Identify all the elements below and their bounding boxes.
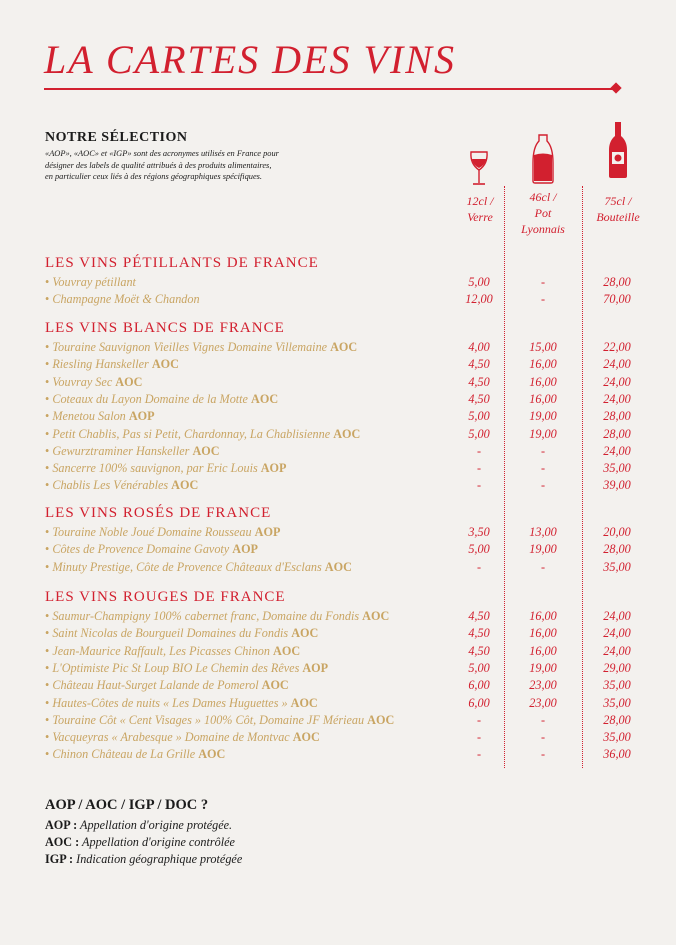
definition-text: Appellation d'origine protégée. xyxy=(80,818,233,832)
wine-name xyxy=(45,746,225,763)
wine-label: AOC xyxy=(291,626,319,641)
column-header-line: Pot xyxy=(534,206,552,220)
wine-row xyxy=(45,426,645,443)
price-glass: 12,00 xyxy=(465,292,493,307)
price-pot: - xyxy=(540,461,546,476)
price-bottle: 39,00 xyxy=(603,478,631,493)
price-pot: - xyxy=(540,275,546,289)
wine-row xyxy=(45,291,645,308)
bullet-icon: • xyxy=(45,443,50,458)
wine-row xyxy=(45,374,645,391)
price-glass: 4,50 xyxy=(468,609,490,623)
footer-definition xyxy=(45,818,232,833)
wine-name xyxy=(45,643,300,660)
price-bottle: 28,00 xyxy=(603,275,631,289)
wine-label: AOC xyxy=(330,340,358,354)
wine-name xyxy=(45,559,352,576)
wine-name-text: Gewurztraminer Hanskeller xyxy=(52,443,190,458)
column-header-bottle xyxy=(578,193,658,225)
wine-name-text: Vouvray Sec xyxy=(52,374,113,389)
selection-description-line: en particulier ceux liés à des régions géographiques spécifiques. xyxy=(45,172,263,181)
wine-name xyxy=(45,729,320,746)
bullet-icon: • xyxy=(45,559,50,574)
price-pot: 16,00 xyxy=(529,626,557,641)
definition-text: Indication géographique protégée xyxy=(76,852,243,866)
column-header-line: Lyonnais xyxy=(521,222,565,236)
wine-label: AOC xyxy=(292,730,320,745)
column-header-pot xyxy=(503,189,583,237)
wine-name-text: Riesling Hanskeller xyxy=(52,357,149,372)
wine-label: AOP xyxy=(260,461,287,476)
wine-name-text: Coteaux du Layon Domaine de la Motte xyxy=(52,391,248,406)
bullet-icon: • xyxy=(45,730,50,745)
wine-name-text: Vouvray pétillant xyxy=(52,275,136,289)
price-glass: - xyxy=(476,747,482,762)
price-pot: 19,00 xyxy=(529,660,557,675)
wine-name xyxy=(45,356,179,373)
bullet-icon: • xyxy=(45,426,50,441)
wine-row xyxy=(45,695,645,712)
wine-name xyxy=(45,608,389,625)
price-glass: - xyxy=(476,559,482,574)
price-glass: - xyxy=(476,443,482,458)
wine-name xyxy=(45,477,198,494)
section-title: LES VINS ROUGES DE FRANCE xyxy=(45,589,286,605)
wine-name xyxy=(45,695,318,712)
bullet-icon: • xyxy=(45,461,50,476)
price-pot: 16,00 xyxy=(529,609,557,623)
wine-name-text: Côtes de Provence Domaine Gavoty xyxy=(52,542,230,557)
wine-name-text: Champagne Moët & Chandon xyxy=(52,292,200,307)
column-header-line: Verre xyxy=(467,210,493,224)
price-glass: 5,00 xyxy=(468,660,490,675)
bullet-icon: • xyxy=(45,747,50,762)
wine-name xyxy=(45,291,200,308)
bullet-icon: • xyxy=(45,542,50,557)
footer-title: AOP / AOC / IGP / DOC ? xyxy=(45,797,209,813)
wine-row xyxy=(45,677,645,694)
diamond-ornament-icon xyxy=(610,82,621,93)
wine-row xyxy=(45,608,645,625)
wine-label: AOP xyxy=(232,542,258,557)
price-bottle: 24,00 xyxy=(603,357,631,372)
price-pot: 19,00 xyxy=(529,542,557,557)
bullet-icon: • xyxy=(45,678,50,693)
column-header-line: 46cl / xyxy=(529,190,557,204)
price-bottle: 24,00 xyxy=(603,643,631,658)
wine-name-text: Minuty Prestige, Côte de Provence Châteaux d'Esclans xyxy=(52,559,322,574)
wine-name-text: Touraine Côt « Cent Visages » 100% Côt, Domaine JF Mérieau xyxy=(52,712,365,727)
selection-description-line: désigner des labels de qualité attribués à des produits alimentaires, xyxy=(45,160,272,170)
wine-name xyxy=(45,712,394,729)
wine-row xyxy=(45,443,645,460)
price-glass: 4,50 xyxy=(468,643,490,658)
price-pot: - xyxy=(540,747,546,762)
wine-name xyxy=(45,524,280,541)
wine-label: AOC xyxy=(192,443,220,458)
selection-description xyxy=(45,148,375,183)
wine-name-text: Saint Nicolas de Bourgueil Domaines du Fondis xyxy=(52,626,289,641)
wine-row xyxy=(45,559,645,576)
section-title: LES VINS BLANCS DE FRANCE xyxy=(45,320,285,336)
wine-label: AOC xyxy=(151,357,179,372)
price-glass: 5,00 xyxy=(468,542,490,557)
price-glass: 5,00 xyxy=(468,409,490,424)
price-pot: 23,00 xyxy=(529,678,557,693)
price-bottle: 70,00 xyxy=(603,292,631,307)
price-pot: 23,00 xyxy=(529,695,557,710)
wine-row xyxy=(45,643,645,660)
wine-name xyxy=(45,374,142,391)
wine-name xyxy=(45,443,220,460)
section-title: LES VINS PÉTILLANTS DE FRANCE xyxy=(45,255,319,271)
bullet-icon: • xyxy=(45,357,50,372)
price-bottle: 28,00 xyxy=(603,426,631,441)
bullet-icon: • xyxy=(45,609,50,623)
wine-name xyxy=(45,625,318,642)
wine-row xyxy=(45,746,645,763)
wine-name-text: Hautes-Côtes de nuits « Les Dames Huguettes » xyxy=(52,695,288,710)
wine-name xyxy=(45,541,258,558)
price-glass: 4,50 xyxy=(468,626,490,641)
bullet-icon: • xyxy=(45,643,50,658)
page-title: LA CARTES DES VINS xyxy=(44,37,456,82)
wine-name-text: Menetou Salon xyxy=(52,409,126,424)
price-glass: - xyxy=(476,478,482,493)
price-glass: 4,50 xyxy=(468,374,490,389)
wine-name-text: Petit Chablis, Pas si Petit, Chardonnay, La Chablisienne xyxy=(52,426,331,441)
wine-row xyxy=(45,524,645,541)
wine-name xyxy=(45,660,328,677)
price-pot: 13,00 xyxy=(529,525,557,539)
wine-name xyxy=(45,274,136,291)
wine-row xyxy=(45,339,645,356)
price-bottle: 24,00 xyxy=(603,391,631,406)
section-title: LES VINS ROSÉS DE FRANCE xyxy=(45,505,272,521)
wine-name-text: Château Haut-Surget Lalande de Pomerol xyxy=(52,678,259,693)
wine-row xyxy=(45,274,645,291)
wine-label: AOP xyxy=(128,409,155,424)
price-bottle: 35,00 xyxy=(603,461,631,476)
column-header-line: Bouteille xyxy=(596,210,640,224)
bullet-icon: • xyxy=(45,660,50,675)
price-bottle: 24,00 xyxy=(603,443,631,458)
wine-label: AOC xyxy=(290,695,318,710)
price-bottle: 22,00 xyxy=(603,340,631,354)
price-bottle: 20,00 xyxy=(603,525,631,539)
wine-name xyxy=(45,426,360,443)
wine-name xyxy=(45,408,155,425)
price-glass: - xyxy=(476,730,482,745)
wine-bottle-icon xyxy=(606,120,630,180)
price-pot: 19,00 xyxy=(529,409,557,424)
wine-label: AOC xyxy=(115,374,143,389)
wine-row xyxy=(45,625,645,642)
price-bottle: 35,00 xyxy=(603,695,631,710)
price-pot: - xyxy=(540,443,546,458)
column-header-line: 12cl / xyxy=(466,194,494,208)
wine-name-text: L'Optimiste Pic St Loup BIO Le Chemin des Rêves xyxy=(52,660,300,675)
bullet-icon: • xyxy=(45,292,50,307)
wine-row xyxy=(45,460,645,477)
definition-text: Appellation d'origine contrôlée xyxy=(82,835,235,849)
price-glass: - xyxy=(476,461,482,476)
price-pot: 16,00 xyxy=(529,357,557,372)
pot-lyonnais-icon xyxy=(531,133,555,185)
bullet-icon: • xyxy=(45,275,50,289)
price-pot: - xyxy=(540,559,546,574)
wine-label: AOC xyxy=(273,643,301,658)
definition-term: IGP : xyxy=(45,852,74,866)
price-pot: - xyxy=(540,478,546,493)
wine-row xyxy=(45,356,645,373)
bullet-icon: • xyxy=(45,525,50,539)
price-glass: 5,00 xyxy=(468,275,490,289)
selection-title: NOTRE SÉLECTION xyxy=(45,130,188,145)
column-header-line: 75cl / xyxy=(604,194,632,208)
wine-name-text: Chinon Château de La Grille xyxy=(52,747,196,762)
price-bottle: 28,00 xyxy=(603,542,631,557)
price-glass: 6,00 xyxy=(468,678,490,693)
price-bottle: 35,00 xyxy=(603,559,631,574)
footer-definition xyxy=(45,852,242,867)
wine-row xyxy=(45,541,645,558)
bullet-icon: • xyxy=(45,712,50,727)
price-glass: 4,50 xyxy=(468,357,490,372)
wine-name xyxy=(45,339,357,356)
price-pot: - xyxy=(540,730,546,745)
price-bottle: 36,00 xyxy=(603,747,631,762)
price-glass: 4,00 xyxy=(468,340,490,354)
bullet-icon: • xyxy=(45,695,50,710)
price-glass: 4,50 xyxy=(468,391,490,406)
wine-row xyxy=(45,477,645,494)
wine-row xyxy=(45,729,645,746)
price-bottle: 29,00 xyxy=(603,660,631,675)
definition-term: AOP : xyxy=(45,818,78,832)
wine-label: AOC xyxy=(251,391,279,406)
wine-label: AOP xyxy=(254,525,281,539)
wine-label: AOC xyxy=(171,478,199,493)
bullet-icon: • xyxy=(45,626,50,641)
wine-label: AOC xyxy=(367,712,395,727)
price-bottle: 28,00 xyxy=(603,712,631,727)
wine-label: AOC xyxy=(261,678,289,693)
wine-name-text: Chablis Les Vénérables xyxy=(52,478,169,493)
wine-row xyxy=(45,712,645,729)
price-pot: 16,00 xyxy=(529,374,557,389)
footer-definition xyxy=(45,835,235,850)
price-pot: 19,00 xyxy=(529,426,557,441)
price-glass: 3,50 xyxy=(468,525,490,539)
wine-label: AOC xyxy=(198,747,226,762)
wine-name xyxy=(45,460,286,477)
definition-term: AOC : xyxy=(45,835,80,849)
bullet-icon: • xyxy=(45,374,50,389)
price-pot: - xyxy=(540,712,546,727)
wine-name xyxy=(45,391,278,408)
bullet-icon: • xyxy=(45,478,50,493)
price-bottle: 24,00 xyxy=(603,609,631,623)
bullet-icon: • xyxy=(45,340,50,354)
wine-name-text: Touraine Noble Joué Domaine Rousseau xyxy=(52,525,252,539)
wine-name xyxy=(45,677,289,694)
wine-row xyxy=(45,391,645,408)
price-pot: - xyxy=(540,292,546,307)
selection-description-line: «AOP», «AOC» et «IGP» sont des acronymes utilisés en France pour xyxy=(45,149,279,158)
price-glass: 5,00 xyxy=(468,426,490,441)
wine-row xyxy=(45,408,645,425)
price-pot: 16,00 xyxy=(529,391,557,406)
wine-name-text: Jean-Maurice Raffault, Les Picasses Chinon xyxy=(52,643,270,658)
price-bottle: 24,00 xyxy=(603,374,631,389)
price-bottle: 35,00 xyxy=(603,730,631,745)
wine-name-text: Vacqueyras « Arabesque » Domaine de Montvac xyxy=(52,730,290,745)
price-glass: 6,00 xyxy=(468,695,490,710)
bullet-icon: • xyxy=(45,409,50,424)
price-glass: - xyxy=(476,712,482,727)
wine-label: AOP xyxy=(302,660,329,675)
wine-label: AOC xyxy=(362,609,390,623)
wine-name-text: Saumur-Champigny 100% cabernet franc, Domaine du Fondis xyxy=(52,609,360,623)
price-bottle: 24,00 xyxy=(603,626,631,641)
price-pot: 16,00 xyxy=(529,643,557,658)
price-bottle: 28,00 xyxy=(603,409,631,424)
wine-name-text: Touraine Sauvignon Vieilles Vignes Domaine Villemaine xyxy=(52,340,328,354)
wine-name-text: Sancerre 100% sauvignon, par Eric Louis xyxy=(52,461,258,476)
price-pot: 15,00 xyxy=(529,340,557,354)
wine-glass-icon xyxy=(468,150,490,188)
title-divider xyxy=(44,88,614,90)
wine-row xyxy=(45,660,645,677)
price-bottle: 35,00 xyxy=(603,678,631,693)
wine-label: AOC xyxy=(333,426,361,441)
wine-label: AOC xyxy=(324,559,352,574)
bullet-icon: • xyxy=(45,391,50,406)
